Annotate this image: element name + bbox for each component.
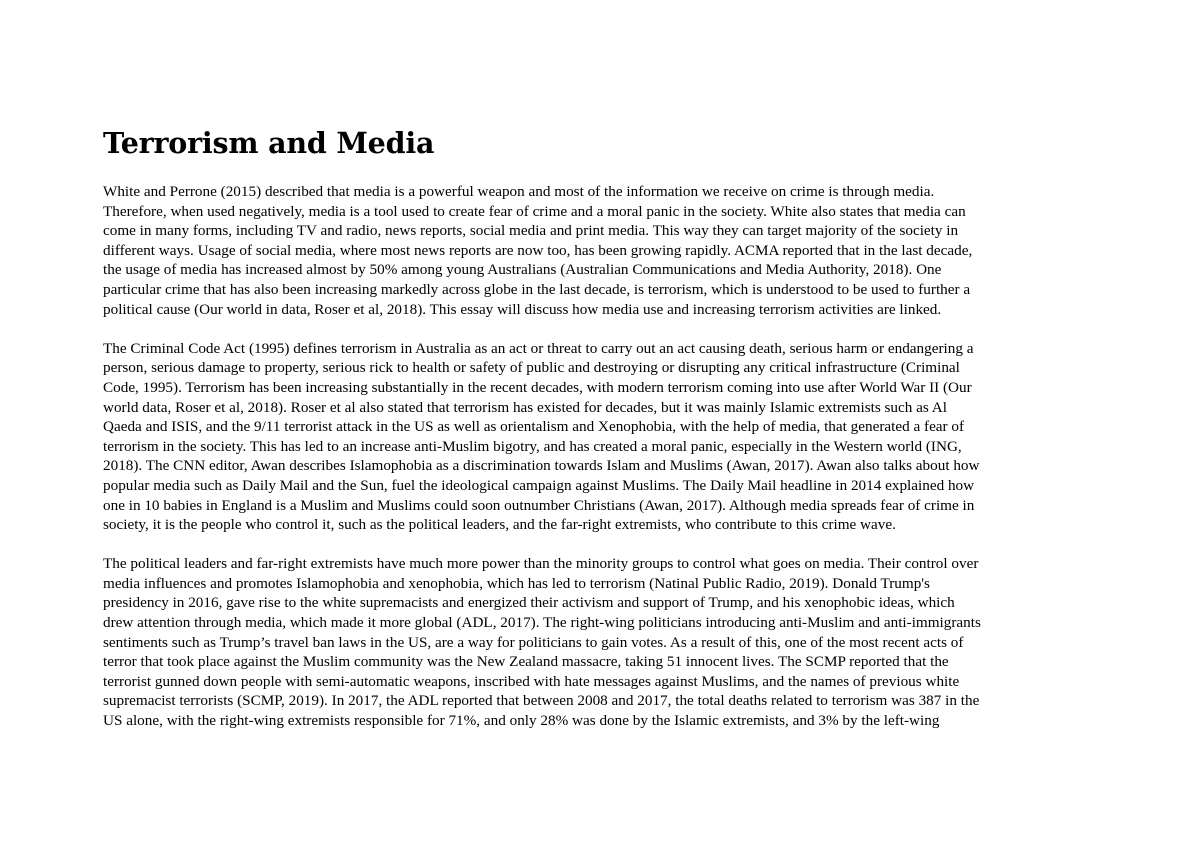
text-line: presidency in 2016, gave rise to the white supremacists and energized their activism and support of Trump, and his xenophobic ideas, which: [103, 594, 955, 612]
text-line: particular crime that has also been increasing markedly across globe in the last decade, is terrorism, which is understood to be used to further a: [103, 280, 971, 298]
paragraph-3: [103, 554, 1093, 730]
text-line: Code, 1995). Terrorism has been increasing substantially in the recent decades, with modern terrorism coming into use after World War II (Our: [103, 378, 972, 396]
text-line: White and Perrone (2015) described that media is a powerful weapon and most of the information we receive on crime is through media.: [103, 183, 935, 200]
paragraph-1: [103, 182, 1093, 319]
text-line: Qaeda and ISIS, and the 9/11 terrorist attack in the US as well as orientalism and Xenophobia, with the help of media, that generated a fear of: [103, 418, 965, 436]
text-line: 2018). The CNN editor, Awan describes Islamophobia as a discrimination towards Islam and Muslims (Awan, 2017). Awan also talks about how: [103, 457, 980, 475]
text-line: person, serious damage to property, serious rick to health or safety of public and destroying or disrupting any critical infrastructure (Criminal: [103, 359, 960, 377]
text-line: US alone, with the right-wing extremists responsible for 71%, and only 28% was done by the Islamic extremists, and 3% by the left-wing: [103, 712, 940, 730]
text-line: society, it is the people who control it, such as the political leaders, and the far-right extremists, who contribute to this crime wave.: [103, 516, 896, 534]
paragraph-2: [103, 339, 1093, 535]
document-title: Terrorism and Media: [103, 126, 435, 160]
text-line: one in 10 babies in England is a Muslim and Muslims could soon outnumber Christians (Awan, 2017). Although media spreads fear of crime in: [103, 496, 975, 514]
text-line: different ways. Usage of social media, where most news reports are now too, has been growing rapidly. ACMA reported that in the last decade,: [103, 241, 973, 259]
text-line: The political leaders and far-right extremists have much more power than the minority groups to control what goes on media. Their control over: [103, 555, 979, 573]
text-line: The Criminal Code Act (1995) defines terrorism in Australia as an act or threat to carry out an act causing death, serious harm or endangering a: [103, 339, 974, 357]
text-line: world data, Roser et al, 2018). Roser et al also stated that terrorism has existed for decades, but it was mainly Islamic extremists such as Al: [103, 398, 947, 416]
text-line: drew attention through media, which made it more global (ADL, 2017). The right-wing politicians introducing anti-Muslim and anti-immigrants: [103, 614, 981, 632]
text-line: terrorist gunned down people with semi-automatic weapons, inscribed with hate messages against Muslims, and the names of previous white: [103, 672, 960, 690]
text-line: Therefore, when used negatively, media is a tool used to create fear of crime and a moral panic in the society. White also states that media can: [103, 202, 966, 220]
text-line: media influences and promotes Islamophobia and xenophobia, which has led to terrorism (Natinal Public Radio, 2019). Donald Trump's: [103, 574, 930, 592]
text-line: terrorism in the society. This has led to an increase anti-Muslim bigotry, and has created a moral panic, especially in the Western world (ING,: [103, 437, 962, 455]
text-line: come in many forms, including TV and radio, news reports, social media and print media. This way they can target majority of the society in: [103, 222, 959, 240]
text-line: sentiments such as Trump’s travel ban laws in the US, are a way for politicians to gain votes. As a result of this, one of the most recent acts of: [103, 633, 964, 651]
document-body: [103, 124, 1093, 731]
text-line: the usage of media has increased almost by 50% among young Australians (Australian Communications and Media Authority, 2018). One: [103, 261, 942, 279]
text-line: popular media such as Daily Mail and the Sun, fuel the ideological campaign against Muslims. The Daily Mail headline in 2014 explained how: [103, 476, 975, 494]
text-line: terror that took place against the Muslim community was the New Zealand massacre, taking 51 innocent lives. The SCMP reported that the: [103, 653, 949, 671]
text-line: political cause (Our world in data, Roser et al, 2018). This essay will discuss how media use and increasing terrorism activities are linked.: [103, 300, 942, 318]
text-line: supremacist terrorists (SCMP, 2019). In 2017, the ADL reported that between 2008 and 2017, the total deaths related to terrorism was 387 in the: [103, 692, 980, 710]
